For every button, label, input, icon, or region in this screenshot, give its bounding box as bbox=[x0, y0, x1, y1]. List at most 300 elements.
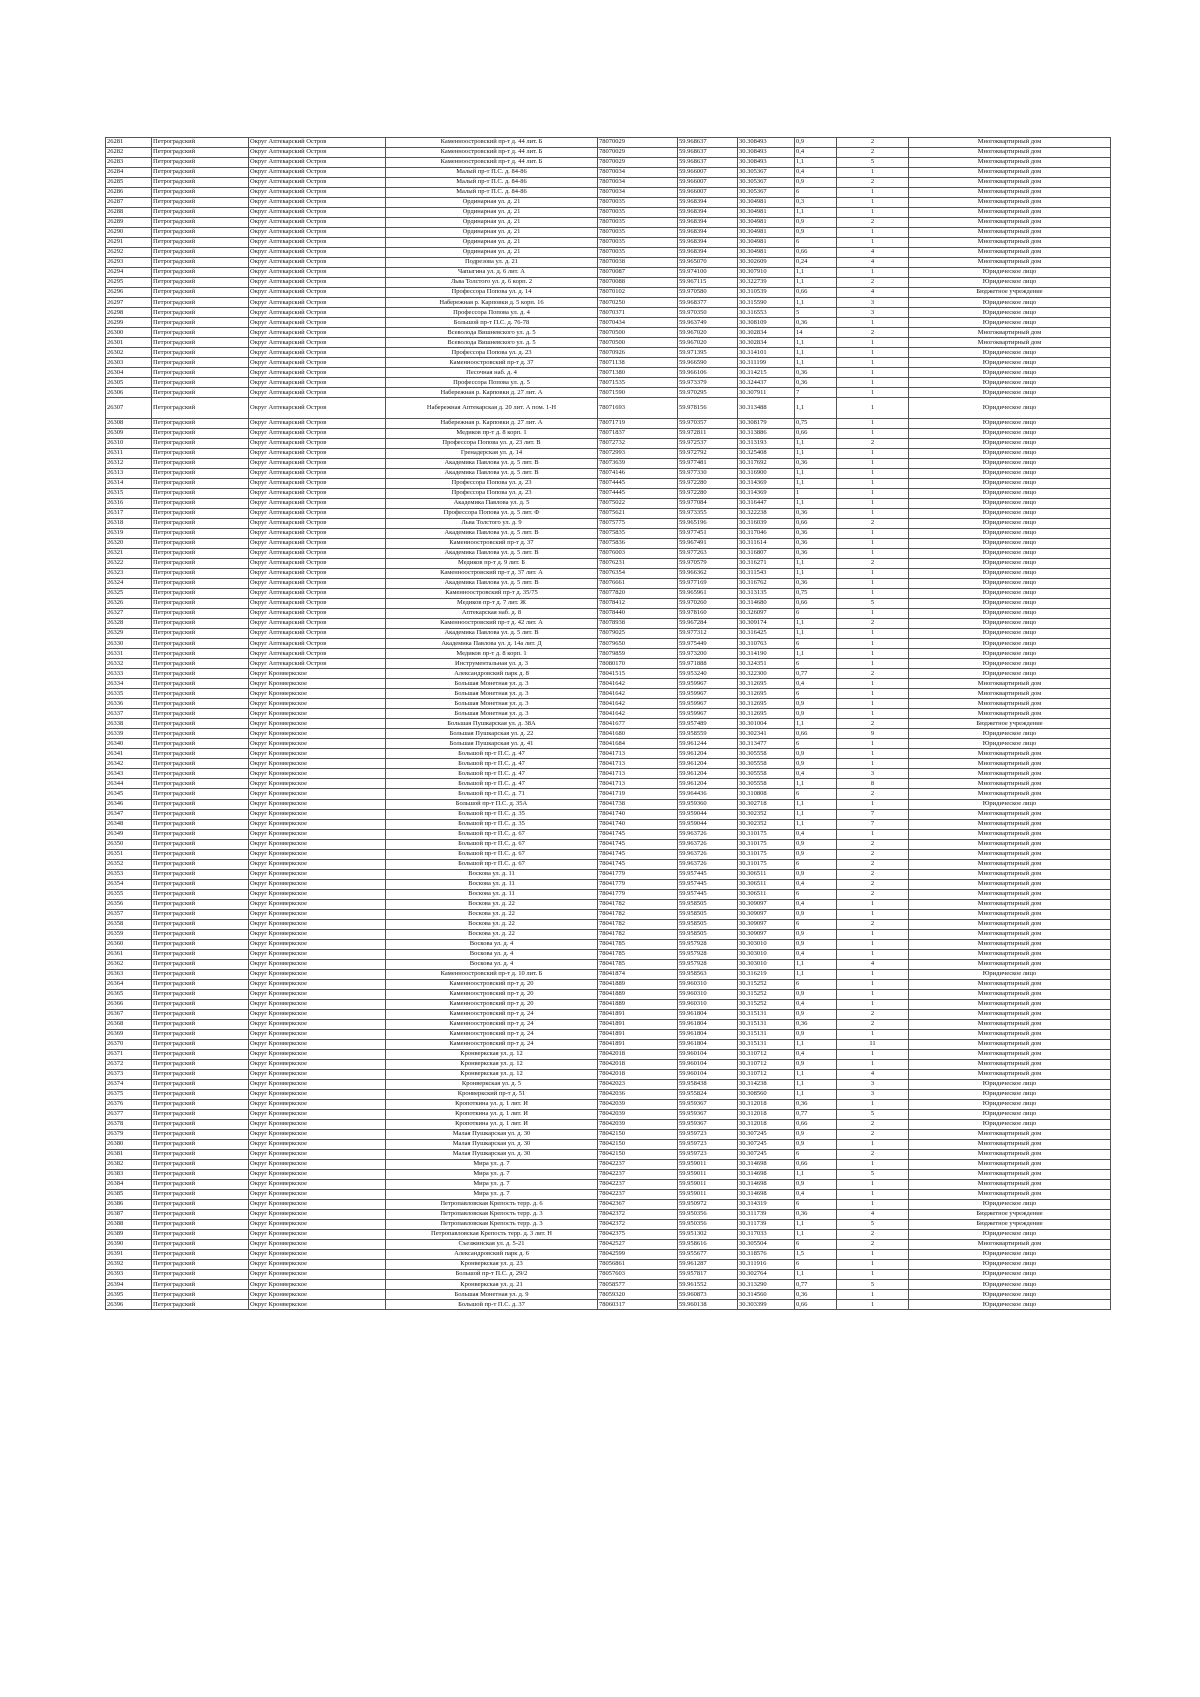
address-cell: Большой пр-т П.С. д. 47 bbox=[386, 769, 598, 779]
table-row bbox=[106, 1130, 1111, 1140]
municipal-okrug-cell: Округ Кронверкское bbox=[249, 1049, 386, 1059]
count-cell: 4 bbox=[837, 248, 909, 258]
district-cell: Петроградский bbox=[152, 268, 249, 278]
count-cell: 1 bbox=[837, 929, 909, 939]
latitude-cell: 59.968394 bbox=[678, 228, 738, 238]
address-cell: Большой пр-т П.С. д. 37 bbox=[386, 1300, 598, 1310]
count-cell: 11 bbox=[837, 1039, 909, 1049]
count-cell: 8 bbox=[837, 779, 909, 789]
object-code-cell: 78041785 bbox=[598, 949, 678, 959]
object-code-cell: 78075836 bbox=[598, 539, 678, 549]
row-number-cell: 26390 bbox=[106, 1240, 152, 1250]
municipal-okrug-cell: Округ Кронверкское bbox=[249, 949, 386, 959]
volume-cell: 1,1 bbox=[795, 1270, 837, 1280]
object-code-cell: 78041874 bbox=[598, 969, 678, 979]
latitude-cell: 59.959044 bbox=[678, 819, 738, 829]
district-cell: Петроградский bbox=[152, 859, 249, 869]
row-number-cell: 26333 bbox=[106, 669, 152, 679]
object-code-cell: 78041740 bbox=[598, 819, 678, 829]
latitude-cell: 59.957445 bbox=[678, 869, 738, 879]
count-cell: 1 bbox=[837, 348, 909, 358]
volume-cell: 0,36 bbox=[795, 318, 837, 328]
address-cell: Мира ул. д. 7 bbox=[386, 1180, 598, 1190]
municipal-okrug-cell: Округ Кронверкское bbox=[249, 689, 386, 699]
district-cell: Петроградский bbox=[152, 238, 249, 248]
longitude-cell: 30.311739 bbox=[738, 1210, 795, 1220]
object-code-cell: 78041738 bbox=[598, 799, 678, 809]
municipal-okrug-cell: Округ Аптекарский Остров bbox=[249, 499, 386, 509]
count-cell: 1 bbox=[837, 989, 909, 999]
volume-cell: 6 bbox=[795, 188, 837, 198]
municipal-okrug-cell: Округ Кронверкское bbox=[249, 919, 386, 929]
table-row bbox=[106, 539, 1111, 549]
table-row bbox=[106, 749, 1111, 759]
address-cell: Каменноостровский пр-т д. 20 bbox=[386, 989, 598, 999]
table-row bbox=[106, 709, 1111, 719]
row-number-cell: 26328 bbox=[106, 619, 152, 629]
row-number-cell: 26295 bbox=[106, 278, 152, 288]
count-cell: 2 bbox=[837, 148, 909, 158]
owner-type-cell: Юридическое лицо bbox=[909, 659, 1111, 669]
owner-type-cell: Многоквартирный дом bbox=[909, 208, 1111, 218]
row-number-cell: 26289 bbox=[106, 218, 152, 228]
volume-cell: 0,4 bbox=[795, 1049, 837, 1059]
municipal-okrug-cell: Округ Аптекарский Остров bbox=[249, 639, 386, 649]
address-cell: Каменноостровский пр-т д. 37 bbox=[386, 358, 598, 368]
row-number-cell: 26291 bbox=[106, 238, 152, 248]
table-row bbox=[106, 378, 1111, 388]
district-cell: Петроградский bbox=[152, 1240, 249, 1250]
district-cell: Петроградский bbox=[152, 619, 249, 629]
table-row bbox=[106, 458, 1111, 468]
volume-cell: 1,1 bbox=[795, 959, 837, 969]
row-number-cell: 26393 bbox=[106, 1270, 152, 1280]
municipal-okrug-cell: Округ Кронверкское bbox=[249, 789, 386, 799]
table-row bbox=[106, 769, 1111, 779]
latitude-cell: 59.961552 bbox=[678, 1280, 738, 1290]
object-code-cell: 78078938 bbox=[598, 619, 678, 629]
longitude-cell: 30.313477 bbox=[738, 739, 795, 749]
table-body bbox=[106, 138, 1111, 1310]
municipal-okrug-cell: Округ Аптекарский Остров bbox=[249, 308, 386, 318]
owner-type-cell: Юридическое лицо bbox=[909, 729, 1111, 739]
latitude-cell: 59.971395 bbox=[678, 348, 738, 358]
address-cell: Большая Пушкарская ул. д. 38А bbox=[386, 719, 598, 729]
owner-type-cell: Юридическое лицо bbox=[909, 649, 1111, 659]
longitude-cell: 30.310763 bbox=[738, 639, 795, 649]
longitude-cell: 30.302834 bbox=[738, 328, 795, 338]
longitude-cell: 30.306511 bbox=[738, 879, 795, 889]
row-number-cell: 26368 bbox=[106, 1019, 152, 1029]
table-row bbox=[106, 1180, 1111, 1190]
latitude-cell: 59.958505 bbox=[678, 899, 738, 909]
table-row bbox=[106, 158, 1111, 168]
longitude-cell: 30.310808 bbox=[738, 789, 795, 799]
municipal-okrug-cell: Округ Кронверкское bbox=[249, 779, 386, 789]
longitude-cell: 30.302341 bbox=[738, 729, 795, 739]
object-code-cell: 78074445 bbox=[598, 479, 678, 489]
municipal-okrug-cell: Округ Кронверкское bbox=[249, 939, 386, 949]
latitude-cell: 59.959011 bbox=[678, 1160, 738, 1170]
table-row bbox=[106, 939, 1111, 949]
district-cell: Петроградский bbox=[152, 809, 249, 819]
row-number-cell: 26371 bbox=[106, 1049, 152, 1059]
address-cell: Гренадерская ул. д. 14 bbox=[386, 448, 598, 458]
longitude-cell: 30.309097 bbox=[738, 919, 795, 929]
volume-cell: 6 bbox=[795, 979, 837, 989]
address-cell: Малая Пушкарская ул. д. 30 bbox=[386, 1140, 598, 1150]
volume-cell: 1,1 bbox=[795, 338, 837, 348]
latitude-cell: 59.959011 bbox=[678, 1170, 738, 1180]
row-number-cell: 26351 bbox=[106, 849, 152, 859]
count-cell: 2 bbox=[837, 1009, 909, 1019]
longitude-cell: 30.316039 bbox=[738, 519, 795, 529]
address-cell: Большой пр-т П.С. д. 71 bbox=[386, 789, 598, 799]
row-number-cell: 26346 bbox=[106, 799, 152, 809]
volume-cell: 0,9 bbox=[795, 849, 837, 859]
latitude-cell: 59.950356 bbox=[678, 1210, 738, 1220]
owner-type-cell: Многоквартирный дом bbox=[909, 789, 1111, 799]
district-cell: Петроградский bbox=[152, 1150, 249, 1160]
volume-cell: 0,75 bbox=[795, 418, 837, 428]
longitude-cell: 30.306511 bbox=[738, 889, 795, 899]
table-row bbox=[106, 809, 1111, 819]
district-cell: Петроградский bbox=[152, 1250, 249, 1260]
longitude-cell: 30.311543 bbox=[738, 569, 795, 579]
district-cell: Петроградский bbox=[152, 549, 249, 559]
row-number-cell: 26344 bbox=[106, 779, 152, 789]
object-code-cell: 78070035 bbox=[598, 198, 678, 208]
owner-type-cell: Многоквартирный дом bbox=[909, 138, 1111, 148]
address-cell: Академика Павлова ул. д. 5 лит. В bbox=[386, 549, 598, 559]
latitude-cell: 59.960104 bbox=[678, 1049, 738, 1059]
district-cell: Петроградский bbox=[152, 959, 249, 969]
municipal-okrug-cell: Округ Аптекарский Остров bbox=[249, 188, 386, 198]
count-cell: 1 bbox=[837, 569, 909, 579]
table-row bbox=[106, 1099, 1111, 1109]
district-cell: Петроградский bbox=[152, 1130, 249, 1140]
count-cell: 5 bbox=[837, 1170, 909, 1180]
owner-type-cell: Юридическое лицо bbox=[909, 609, 1111, 619]
address-cell: Большая Монетная ул. д. 3 bbox=[386, 699, 598, 709]
count-cell: 1 bbox=[837, 629, 909, 639]
row-number-cell: 26301 bbox=[106, 338, 152, 348]
object-code-cell: 78042372 bbox=[598, 1220, 678, 1230]
row-number-cell: 26388 bbox=[106, 1220, 152, 1230]
latitude-cell: 59.959044 bbox=[678, 809, 738, 819]
district-cell: Петроградский bbox=[152, 609, 249, 619]
owner-type-cell: Юридическое лицо bbox=[909, 629, 1111, 639]
volume-cell: 0,4 bbox=[795, 879, 837, 889]
district-cell: Петроградский bbox=[152, 448, 249, 458]
municipal-okrug-cell: Округ Кронверкское bbox=[249, 1270, 386, 1280]
latitude-cell: 59.966362 bbox=[678, 569, 738, 579]
table-row bbox=[106, 1140, 1111, 1150]
address-cell: Малый пр-т П.С. д. 84-86 bbox=[386, 178, 598, 188]
owner-type-cell: Юридическое лицо bbox=[909, 1120, 1111, 1130]
row-number-cell: 26310 bbox=[106, 438, 152, 448]
owner-type-cell: Многоквартирный дом bbox=[909, 829, 1111, 839]
row-number-cell: 26352 bbox=[106, 859, 152, 869]
latitude-cell: 59.963726 bbox=[678, 849, 738, 859]
row-number-cell: 26287 bbox=[106, 198, 152, 208]
row-number-cell: 26311 bbox=[106, 448, 152, 458]
row-number-cell: 26369 bbox=[106, 1029, 152, 1039]
latitude-cell: 59.964436 bbox=[678, 789, 738, 799]
count-cell: 1 bbox=[837, 979, 909, 989]
address-cell: Петропавловская Крепость терр. д. 3 лит. Н bbox=[386, 1230, 598, 1240]
count-cell: 1 bbox=[837, 428, 909, 438]
object-code-cell: 78070035 bbox=[598, 228, 678, 238]
row-number-cell: 26396 bbox=[106, 1300, 152, 1310]
latitude-cell: 59.977312 bbox=[678, 629, 738, 639]
latitude-cell: 59.963726 bbox=[678, 859, 738, 869]
owner-type-cell: Многоквартирный дом bbox=[909, 1019, 1111, 1029]
latitude-cell: 59.967284 bbox=[678, 619, 738, 629]
volume-cell: 0,4 bbox=[795, 148, 837, 158]
latitude-cell: 59.970260 bbox=[678, 599, 738, 609]
owner-type-cell: Юридическое лицо bbox=[909, 458, 1111, 468]
table-row bbox=[106, 1150, 1111, 1160]
latitude-cell: 59.968637 bbox=[678, 138, 738, 148]
row-number-cell: 26304 bbox=[106, 368, 152, 378]
object-code-cell: 78041782 bbox=[598, 919, 678, 929]
table-row bbox=[106, 148, 1111, 158]
count-cell: 4 bbox=[837, 959, 909, 969]
object-code-cell: 78042018 bbox=[598, 1059, 678, 1069]
volume-cell: 0,36 bbox=[795, 529, 837, 539]
municipal-okrug-cell: Округ Аптекарский Остров bbox=[249, 569, 386, 579]
longitude-cell: 30.301004 bbox=[738, 719, 795, 729]
longitude-cell: 30.315131 bbox=[738, 1039, 795, 1049]
longitude-cell: 30.310712 bbox=[738, 1059, 795, 1069]
latitude-cell: 59.972280 bbox=[678, 479, 738, 489]
owner-type-cell: Многоквартирный дом bbox=[909, 889, 1111, 899]
municipal-okrug-cell: Округ Кронверкское bbox=[249, 1019, 386, 1029]
district-cell: Петроградский bbox=[152, 669, 249, 679]
district-cell: Петроградский bbox=[152, 1059, 249, 1069]
count-cell: 7 bbox=[837, 819, 909, 829]
object-code-cell: 78041642 bbox=[598, 689, 678, 699]
district-cell: Петроградский bbox=[152, 368, 249, 378]
address-cell: Каменноостровский пр-т д. 20 bbox=[386, 979, 598, 989]
object-code-cell: 78080170 bbox=[598, 659, 678, 669]
municipal-okrug-cell: Округ Кронверкское bbox=[249, 1200, 386, 1210]
object-code-cell: 78041782 bbox=[598, 899, 678, 909]
latitude-cell: 59.977330 bbox=[678, 468, 738, 478]
row-number-cell: 26322 bbox=[106, 559, 152, 569]
longitude-cell: 30.303010 bbox=[738, 939, 795, 949]
owner-type-cell: Юридическое лицо bbox=[909, 599, 1111, 609]
longitude-cell: 30.324351 bbox=[738, 659, 795, 669]
object-code-cell: 78042150 bbox=[598, 1130, 678, 1140]
latitude-cell: 59.961204 bbox=[678, 749, 738, 759]
longitude-cell: 30.316447 bbox=[738, 499, 795, 509]
owner-type-cell: Юридическое лицо bbox=[909, 358, 1111, 368]
district-cell: Петроградский bbox=[152, 138, 249, 148]
count-cell: 5 bbox=[837, 1280, 909, 1290]
latitude-cell: 59.959367 bbox=[678, 1120, 738, 1130]
table-row bbox=[106, 1250, 1111, 1260]
address-cell: Кронверкская ул. д. 12 bbox=[386, 1069, 598, 1079]
address-cell: Песочная наб. д. 4 bbox=[386, 368, 598, 378]
municipal-okrug-cell: Округ Аптекарский Остров bbox=[249, 268, 386, 278]
longitude-cell: 30.309174 bbox=[738, 619, 795, 629]
district-cell: Петроградский bbox=[152, 789, 249, 799]
object-code-cell: 78074146 bbox=[598, 468, 678, 478]
district-cell: Петроградский bbox=[152, 889, 249, 899]
row-number-cell: 26366 bbox=[106, 999, 152, 1009]
address-cell: Воскова ул. д. 11 bbox=[386, 879, 598, 889]
object-code-cell: 78070088 bbox=[598, 278, 678, 288]
count-cell: 1 bbox=[837, 208, 909, 218]
address-cell: Профессора Попова ул. д. 14 bbox=[386, 288, 598, 298]
municipal-okrug-cell: Округ Кронверкское bbox=[249, 669, 386, 679]
count-cell: 5 bbox=[837, 599, 909, 609]
address-cell: Кронверкская ул. д. 23 bbox=[386, 1260, 598, 1270]
volume-cell: 0,4 bbox=[795, 999, 837, 1009]
row-number-cell: 26347 bbox=[106, 809, 152, 819]
municipal-okrug-cell: Округ Аптекарский Остров bbox=[249, 318, 386, 328]
volume-cell: 0,66 bbox=[795, 1160, 837, 1170]
municipal-okrug-cell: Округ Аптекарский Остров bbox=[249, 589, 386, 599]
object-code-cell: 78071719 bbox=[598, 418, 678, 428]
count-cell: 1 bbox=[837, 1140, 909, 1150]
count-cell: 2 bbox=[837, 719, 909, 729]
municipal-okrug-cell: Округ Аптекарский Остров bbox=[249, 208, 386, 218]
latitude-cell: 59.961204 bbox=[678, 779, 738, 789]
count-cell: 1 bbox=[837, 639, 909, 649]
row-number-cell: 26356 bbox=[106, 899, 152, 909]
latitude-cell: 59.955677 bbox=[678, 1250, 738, 1260]
latitude-cell: 59.959367 bbox=[678, 1099, 738, 1109]
volume-cell: 1 bbox=[795, 489, 837, 499]
object-code-cell: 78041642 bbox=[598, 679, 678, 689]
object-code-cell: 78071837 bbox=[598, 428, 678, 438]
longitude-cell: 30.313290 bbox=[738, 1280, 795, 1290]
owner-type-cell: Многоквартирный дом bbox=[909, 1240, 1111, 1250]
object-code-cell: 78041719 bbox=[598, 789, 678, 799]
count-cell: 2 bbox=[837, 178, 909, 188]
table-row bbox=[106, 929, 1111, 939]
address-cell: Большая Пушкарская ул. д. 22 bbox=[386, 729, 598, 739]
count-cell: 1 bbox=[837, 479, 909, 489]
table-row bbox=[106, 719, 1111, 729]
longitude-cell: 30.312695 bbox=[738, 699, 795, 709]
owner-type-cell: Многоквартирный дом bbox=[909, 879, 1111, 889]
municipal-okrug-cell: Округ Кронверкское bbox=[249, 1150, 386, 1160]
row-number-cell: 26374 bbox=[106, 1079, 152, 1089]
address-cell: Большой пр-т П.С. д. 67 bbox=[386, 829, 598, 839]
district-cell: Петроградский bbox=[152, 1120, 249, 1130]
municipal-okrug-cell: Округ Аптекарский Остров bbox=[249, 418, 386, 428]
municipal-okrug-cell: Округ Кронверкское bbox=[249, 709, 386, 719]
object-code-cell: 78042018 bbox=[598, 1049, 678, 1059]
municipal-okrug-cell: Округ Кронверкское bbox=[249, 819, 386, 829]
count-cell: 5 bbox=[837, 158, 909, 168]
volume-cell: 1,1 bbox=[795, 499, 837, 509]
count-cell: 1 bbox=[837, 318, 909, 328]
owner-type-cell: Многоквартирный дом bbox=[909, 839, 1111, 849]
address-cell: Кронверкский пр-т д. 51 bbox=[386, 1089, 598, 1099]
volume-cell: 0,75 bbox=[795, 589, 837, 599]
object-code-cell: 78042039 bbox=[598, 1099, 678, 1109]
longitude-cell: 30.314680 bbox=[738, 599, 795, 609]
address-cell: Петропавловская Крепость терр. д. 6 bbox=[386, 1200, 598, 1210]
row-number-cell: 26373 bbox=[106, 1069, 152, 1079]
longitude-cell: 30.311199 bbox=[738, 358, 795, 368]
object-code-cell: 78070087 bbox=[598, 268, 678, 278]
district-cell: Петроградский bbox=[152, 1210, 249, 1220]
owner-type-cell: Юридическое лицо bbox=[909, 969, 1111, 979]
object-code-cell: 78070500 bbox=[598, 338, 678, 348]
owner-type-cell: Юридическое лицо bbox=[909, 569, 1111, 579]
latitude-cell: 59.972537 bbox=[678, 438, 738, 448]
address-cell: Мира ул. д. 7 bbox=[386, 1170, 598, 1180]
owner-type-cell: Многоквартирный дом bbox=[909, 919, 1111, 929]
object-code-cell: 78041889 bbox=[598, 989, 678, 999]
row-number-cell: 26330 bbox=[106, 639, 152, 649]
owner-type-cell: Юридическое лицо bbox=[909, 1280, 1111, 1290]
municipal-okrug-cell: Округ Аптекарский Остров bbox=[249, 218, 386, 228]
municipal-okrug-cell: Округ Кронверкское bbox=[249, 1190, 386, 1200]
address-cell: Академика Павлова ул. д. 5 лит. В bbox=[386, 529, 598, 539]
longitude-cell: 30.315252 bbox=[738, 989, 795, 999]
owner-type-cell: Юридическое лицо bbox=[909, 318, 1111, 328]
address-cell: Академика Павлова ул. д. 5 bbox=[386, 499, 598, 509]
count-cell: 4 bbox=[837, 1210, 909, 1220]
volume-cell: 0,3 bbox=[795, 198, 837, 208]
row-number-cell: 26364 bbox=[106, 979, 152, 989]
latitude-cell: 59.977451 bbox=[678, 529, 738, 539]
longitude-cell: 30.314369 bbox=[738, 479, 795, 489]
longitude-cell: 30.311916 bbox=[738, 1260, 795, 1270]
latitude-cell: 59.957928 bbox=[678, 959, 738, 969]
object-code-cell: 78041713 bbox=[598, 769, 678, 779]
volume-cell: 6 bbox=[795, 859, 837, 869]
municipal-okrug-cell: Округ Кронверкское bbox=[249, 1250, 386, 1260]
count-cell: 4 bbox=[837, 288, 909, 298]
address-cell: Большой пр-т П.С. д. 35А bbox=[386, 799, 598, 809]
address-cell: Набережная Аптекарская д. 20 лит. А пом. 1-Н bbox=[386, 398, 598, 419]
latitude-cell: 59.957928 bbox=[678, 949, 738, 959]
municipal-okrug-cell: Округ Аптекарский Остров bbox=[249, 549, 386, 559]
owner-type-cell: Бюджетное учреждение bbox=[909, 1210, 1111, 1220]
latitude-cell: 59.968394 bbox=[678, 218, 738, 228]
longitude-cell: 30.315131 bbox=[738, 1029, 795, 1039]
district-cell: Петроградский bbox=[152, 188, 249, 198]
volume-cell: 1,1 bbox=[795, 278, 837, 288]
row-number-cell: 26339 bbox=[106, 729, 152, 739]
latitude-cell: 59.963726 bbox=[678, 839, 738, 849]
latitude-cell: 59.959967 bbox=[678, 679, 738, 689]
row-number-cell: 26385 bbox=[106, 1190, 152, 1200]
longitude-cell: 30.305367 bbox=[738, 178, 795, 188]
object-code-cell: 78071380 bbox=[598, 368, 678, 378]
latitude-cell: 59.967115 bbox=[678, 278, 738, 288]
count-cell: 3 bbox=[837, 1089, 909, 1099]
row-number-cell: 26350 bbox=[106, 839, 152, 849]
object-code-cell: 78076354 bbox=[598, 569, 678, 579]
owner-type-cell: Юридическое лицо bbox=[909, 1230, 1111, 1240]
address-cell: Каменноостровский пр-т д. 44 лит. Б bbox=[386, 138, 598, 148]
owner-type-cell: Юридическое лицо bbox=[909, 348, 1111, 358]
count-cell: 2 bbox=[837, 869, 909, 879]
municipal-okrug-cell: Округ Аптекарский Остров bbox=[249, 288, 386, 298]
latitude-cell: 59.967020 bbox=[678, 338, 738, 348]
table-row bbox=[106, 969, 1111, 979]
count-cell: 1 bbox=[837, 759, 909, 769]
